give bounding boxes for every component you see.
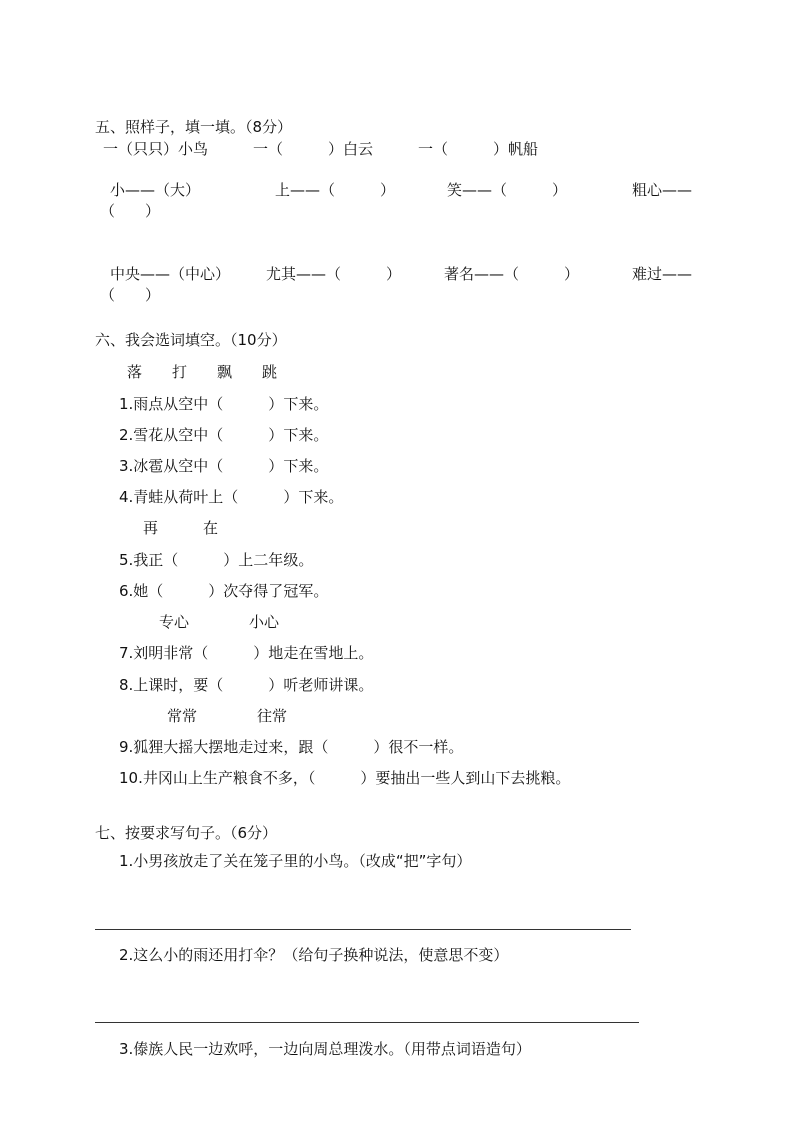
section6-question-8: 8.上课时，要（ ）听老师讲课。: [119, 676, 374, 694]
section5-row3-item-b: 尤其——（ ）: [266, 265, 402, 283]
section6-question-1: 1.雨点从空中（ ）下来。: [119, 395, 329, 413]
section6-word-choices-3: 专心 小心: [159, 613, 280, 631]
section7-question-1: 1.小男孩放走了关在笼子里的小鸟。（改成“把”字句）: [119, 852, 472, 870]
section6-question-10: 10.井冈山上生产粮食不多，（ ）要抽出一些人到山下去挑粮。: [119, 769, 571, 787]
section7-title: 七、按要求写句子。（6分）: [95, 824, 278, 842]
section6-question-4: 4.青蛙从荷叶上（ ）下来。: [119, 488, 344, 506]
answer-line-2[interactable]: [95, 1022, 639, 1023]
section6-question-5: 5.我正（ ）上二年级。: [119, 551, 314, 569]
section5-row2-item-a: 小——（大）: [110, 181, 201, 199]
section6-question-2: 2.雪花从空中（ ）下来。: [119, 426, 329, 444]
section7-question-3: 3.傣族人民一边欢呼，一边向周总理泼水。（用带点词语造句）: [119, 1040, 531, 1058]
section5-title: 五、照样子，填一填。（8分）: [95, 118, 293, 136]
section5-row3-item-d: 难过——: [632, 265, 693, 283]
section5-row2-item-d: 粗心——: [632, 181, 693, 199]
section6-title: 六、我会选词填空。（10分）: [95, 331, 287, 349]
section6-question-3: 3.冰雹从空中（ ）下来。: [119, 457, 329, 475]
section6-word-choices-2: 再 在: [143, 519, 219, 537]
section6-question-9: 9.狐狸大摇大摆地走过来，跟（ ）很不一样。: [119, 738, 464, 756]
section5-row1: 一（只只）小鸟 一（ ）白云 一（ ）帆船: [103, 140, 539, 158]
answer-line-1[interactable]: [95, 929, 631, 930]
section6-word-choices-1: 落 打 飘 跳: [127, 363, 278, 381]
section5-row3-item-c: 著名——（ ）: [444, 265, 580, 283]
section6-question-6: 6.她（ ）次夺得了冠军。: [119, 582, 329, 600]
section6-question-7: 7.刘明非常（ ）地走在雪地上。: [119, 644, 374, 662]
section7-question-2: 2.这么小的雨还用打伞？（给句子换种说法，使意思不变）: [119, 946, 509, 964]
section5-row3-item-a: 中央——（中心）: [110, 265, 231, 283]
section5-row2-item-d-blank: （ ）: [100, 202, 161, 220]
section5-row2-item-c: 笑——（ ）: [447, 181, 568, 199]
section6-word-choices-4: 常常 往常: [167, 707, 288, 725]
section5-row2-item-b: 上——（ ）: [275, 181, 396, 199]
section5-row3-item-d-blank: （ ）: [100, 286, 161, 304]
